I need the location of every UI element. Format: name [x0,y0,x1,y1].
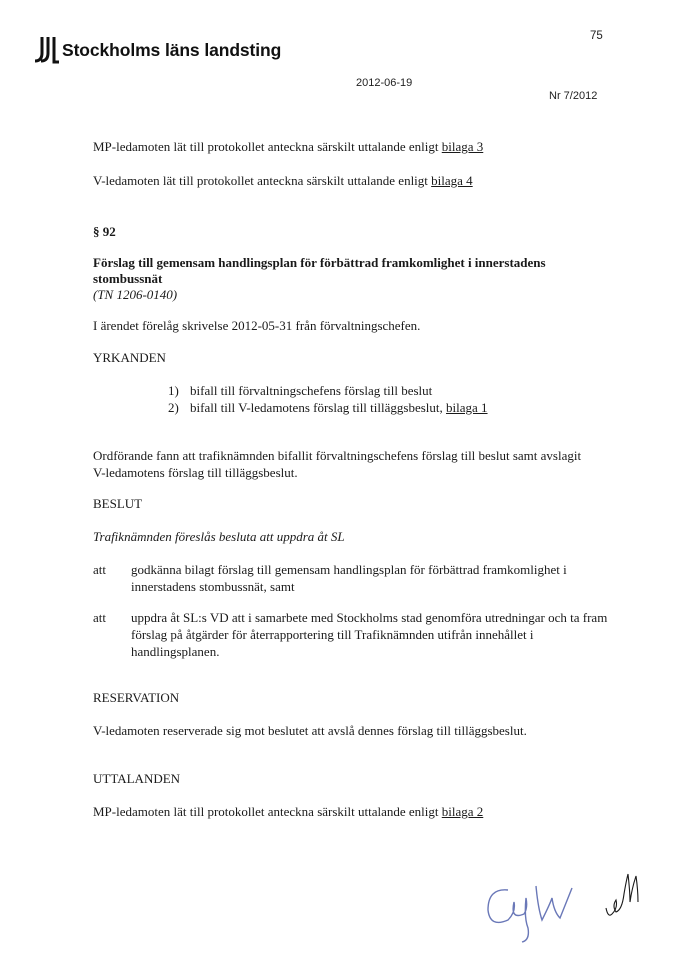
sll-logo-icon [33,36,59,64]
chair-decision: Ordförande fann att trafiknämnden bifallit förvaltningschefens förslag till beslut samt avslagit V-ledamotens förslag till tilläggsbeslut. [93,448,582,480]
uttalanden-text: MP-ledamoten lät till protokollet anteckna särskilt uttalande enligt bilaga 2 [93,804,484,819]
beslut-lead: Trafiknämnden föreslås besluta att uppdra åt SL [93,529,345,544]
document-date: 2012-06-19 [356,77,413,89]
intro-text: I ärendet förelåg skrivelse 2012-05-31 från förvaltningschefen. [93,318,421,333]
handwritten-signature [480,868,660,948]
attachment-link[interactable]: bilaga 1 [446,400,488,415]
attachment-link[interactable]: bilaga 3 [441,139,484,154]
section-title: Förslag till gemensam handlingsplan för förbättrad framkomlighet i innerstadens stombussnät [93,255,546,286]
uttalanden-heading: UTTALANDEN [93,771,181,786]
statement-v: V-ledamoten lät till protokollet anteckna särskilt uttalande enligt bilaga 4 [93,173,473,188]
beslut-item: att uppdra åt SL:s VD att i samarbete med Stockholms stad genomföra utredningar och ta fram förslag på åtgärder för återrapportering till Trafiknämnden utifrån innehållet i handlingsplanen. [93,610,608,659]
case-reference: (TN 1206-0140) [93,287,178,302]
page-number: 75 [590,30,603,42]
yrkanden-item: 1) bifall till förvaltningschefens förslag till beslut [168,383,433,398]
statement-mp: MP-ledamoten lät till protokollet anteckna särskilt uttalande enligt bilaga 3 [93,139,484,154]
attachment-link[interactable]: bilaga 4 [431,173,473,188]
reservation-heading: RESERVATION [93,690,180,705]
beslut-item: att godkänna bilagt förslag till gemensam handlingsplan för förbättrad framkomlighet i innerstadens stombussnät, samt [93,562,567,594]
beslut-heading: BESLUT [93,496,143,511]
yrkanden-heading: YRKANDEN [93,350,166,365]
org-logo [33,36,281,64]
yrkanden-item: 2) bifall till V-ledamotens förslag till tilläggsbeslut, bilaga 1 [168,400,488,415]
section-number: § 92 [93,224,116,239]
document-number: Nr 7/2012 [549,90,598,102]
org-name: Stockholms läns landsting [62,39,282,60]
reservation-text: V-ledamoten reserverade sig mot beslutet att avslå dennes förslag till tilläggsbeslut. [93,723,527,738]
attachment-link[interactable]: bilaga 2 [441,804,484,819]
